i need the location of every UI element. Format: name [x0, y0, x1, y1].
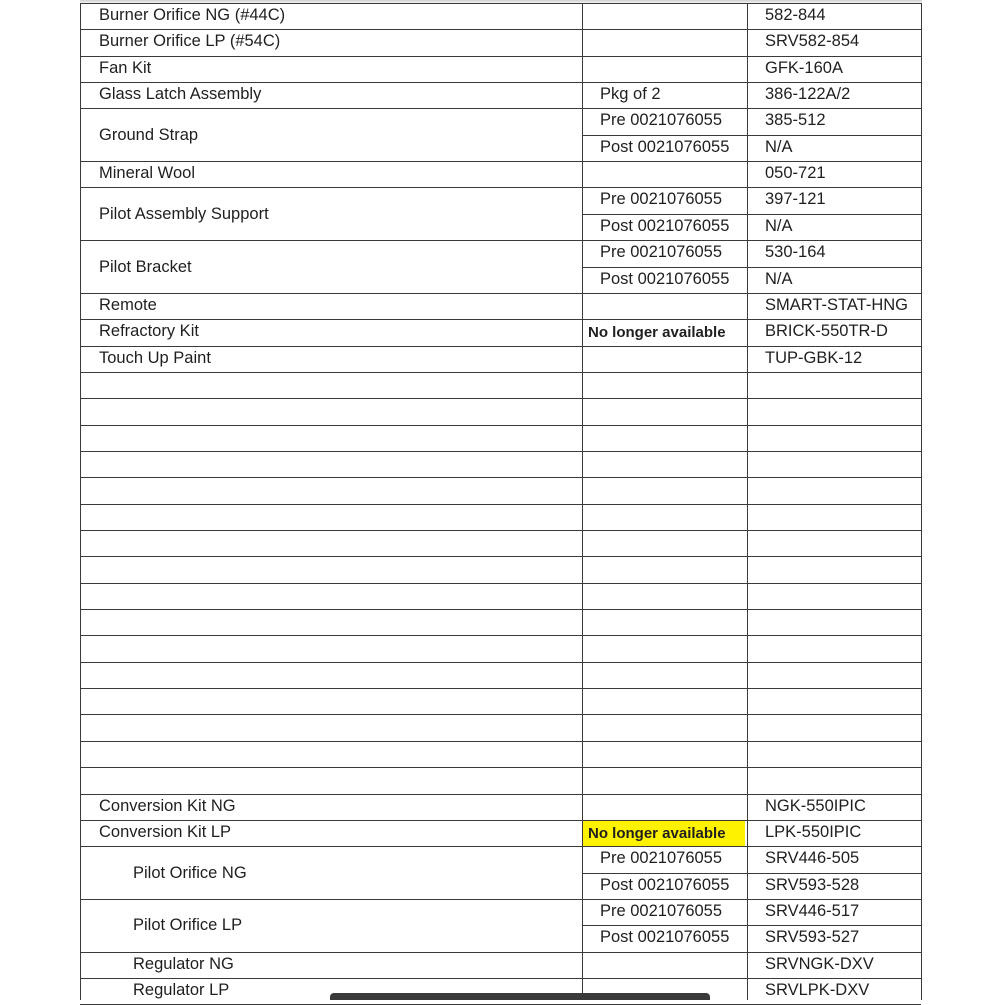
part-number: 050-721 — [765, 164, 826, 183]
row-divider — [80, 451, 921, 452]
column-divider — [747, 3, 748, 1000]
row-divider — [80, 346, 921, 347]
item-name: Conversion Kit LP — [99, 822, 232, 841]
row-divider — [80, 477, 921, 478]
serial-note: Pre 0021076055 — [600, 901, 723, 920]
row-divider — [80, 978, 921, 979]
part-number: SRV446-505 — [765, 849, 860, 868]
left-border — [80, 3, 81, 1000]
row-divider — [582, 925, 921, 926]
row-divider — [80, 29, 921, 30]
item-name: Conversion Kit NG — [99, 796, 236, 815]
row-divider — [582, 214, 921, 215]
serial-note: Post 0021076055 — [600, 137, 730, 156]
row-divider — [582, 135, 921, 136]
part-number: SRV446-517 — [765, 901, 860, 920]
row-divider — [80, 662, 921, 663]
row-divider — [80, 583, 921, 584]
serial-note: Post 0021076055 — [600, 269, 730, 288]
row-divider — [80, 187, 921, 188]
row-divider — [80, 3, 921, 4]
item-name: Fan Kit — [99, 58, 152, 77]
serial-note: Post 0021076055 — [600, 216, 730, 235]
row-divider — [582, 267, 921, 268]
package-note: Pkg of 2 — [600, 85, 661, 104]
row-divider — [80, 609, 921, 610]
item-name: Pilot Orifice NG — [133, 863, 247, 882]
row-divider — [80, 240, 921, 241]
row-divider — [80, 293, 921, 294]
item-name: Burner Orifice LP (#54C) — [99, 32, 281, 51]
part-number: SRV593-527 — [765, 928, 860, 947]
part-number: TUP-GBK-12 — [765, 348, 863, 367]
part-number: 385-512 — [765, 111, 826, 130]
part-number: SRV593-528 — [765, 875, 860, 894]
row-divider — [80, 635, 921, 636]
column-divider — [582, 3, 583, 1000]
row-divider — [80, 56, 921, 57]
item-name: Touch Up Paint — [99, 348, 211, 367]
row-divider — [80, 372, 921, 373]
row-divider — [80, 530, 921, 531]
row-divider — [80, 820, 921, 821]
scrollbar[interactable] — [330, 993, 710, 1000]
row-divider — [80, 767, 921, 768]
serial-note: Pre 0021076055 — [600, 190, 723, 209]
part-number: NGK-550IPIC — [765, 796, 866, 815]
availability-note: No longer available — [588, 324, 726, 342]
row-divider — [80, 714, 921, 715]
row-divider — [80, 108, 921, 109]
item-name: Pilot Bracket — [99, 257, 192, 276]
serial-note: Pre 0021076055 — [600, 849, 723, 868]
part-number: 397-121 — [765, 190, 826, 209]
row-divider — [80, 398, 921, 399]
row-divider — [80, 504, 921, 505]
item-name: Pilot Assembly Support — [99, 204, 269, 223]
item-name: Regulator NG — [133, 954, 234, 973]
serial-note: Post 0021076055 — [600, 875, 730, 894]
part-number: N/A — [765, 269, 793, 288]
part-number: 582-844 — [765, 6, 826, 24]
row-divider — [80, 794, 921, 795]
availability-note: No longer available — [588, 824, 726, 842]
row-divider — [80, 741, 921, 742]
item-name: Pilot Orifice LP — [133, 916, 243, 935]
part-number: N/A — [765, 216, 793, 235]
row-divider — [80, 846, 921, 847]
item-name: Burner Orifice NG (#44C) — [99, 6, 286, 24]
serial-note: Pre 0021076055 — [600, 243, 723, 262]
serial-note: Pre 0021076055 — [600, 111, 723, 130]
part-number: SRV582-854 — [765, 32, 860, 51]
row-divider — [80, 556, 921, 557]
row-divider — [80, 425, 921, 426]
row-divider — [80, 899, 921, 900]
part-number: BRICK-550TR-D — [765, 322, 888, 341]
part-number: N/A — [765, 137, 793, 156]
item-name: Refractory Kit — [99, 322, 199, 341]
serial-note: Post 0021076055 — [600, 928, 730, 947]
part-number: SRVLPK-DXV — [765, 980, 870, 999]
row-divider — [80, 82, 921, 83]
part-number: GFK-160A — [765, 58, 843, 77]
part-number: 386-122A/2 — [765, 85, 851, 104]
row-divider — [80, 952, 921, 953]
item-name: Ground Strap — [99, 125, 199, 144]
item-name: Mineral Wool — [99, 164, 195, 183]
row-divider — [80, 319, 921, 320]
item-name: Remote — [99, 295, 157, 314]
part-number: 530-164 — [765, 243, 826, 262]
row-divider — [80, 688, 921, 689]
part-number: SMART-STAT-HNG — [765, 295, 909, 314]
right-border — [921, 3, 922, 1000]
part-number: LPK-550IPIC — [765, 822, 862, 841]
row-divider — [80, 161, 921, 162]
item-name: Glass Latch Assembly — [99, 85, 262, 104]
item-name: Regulator LP — [133, 980, 230, 999]
row-divider — [582, 873, 921, 874]
part-number: SRVNGK-DXV — [765, 954, 874, 973]
